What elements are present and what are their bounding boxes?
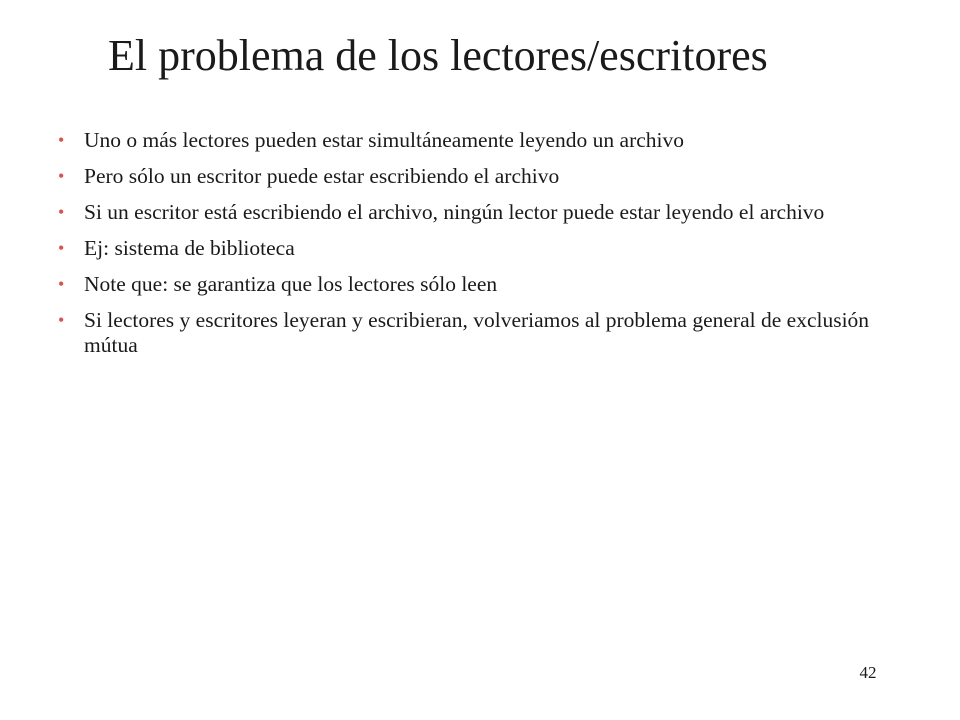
bullet-icon: • bbox=[58, 310, 65, 330]
bullet-icon: • bbox=[58, 238, 65, 258]
list-item bbox=[54, 200, 904, 225]
list-item bbox=[54, 128, 904, 153]
bullet-text: Note que: se garantiza que los lectores sólo leen bbox=[84, 272, 498, 296]
bullet-icon: • bbox=[58, 274, 65, 294]
page-number: 42 bbox=[859, 663, 877, 682]
bullet-list bbox=[54, 128, 904, 369]
list-item bbox=[54, 236, 904, 261]
bullet-icon: • bbox=[58, 202, 65, 222]
bullet-text: Uno o más lectores pueden estar simultáneamente leyendo un archivo bbox=[84, 128, 685, 152]
slide-title: El problema de los lectores/escritores bbox=[108, 31, 768, 80]
bullet-text: Si lectores y escritores leyeran y escribieran, volveriamos al problema general de exclusión mútua bbox=[84, 308, 870, 357]
bullet-text: Pero sólo un escritor puede estar escribiendo el archivo bbox=[84, 164, 560, 188]
list-item bbox=[54, 164, 904, 189]
bullet-icon: • bbox=[58, 166, 65, 186]
bullet-text: Si un escritor está escribiendo el archivo, ningún lector puede estar leyendo el archivo bbox=[84, 200, 825, 224]
bullet-text: Ej: sistema de biblioteca bbox=[84, 236, 295, 260]
list-item bbox=[54, 272, 904, 297]
list-item bbox=[54, 308, 904, 358]
bullet-icon: • bbox=[58, 130, 65, 150]
